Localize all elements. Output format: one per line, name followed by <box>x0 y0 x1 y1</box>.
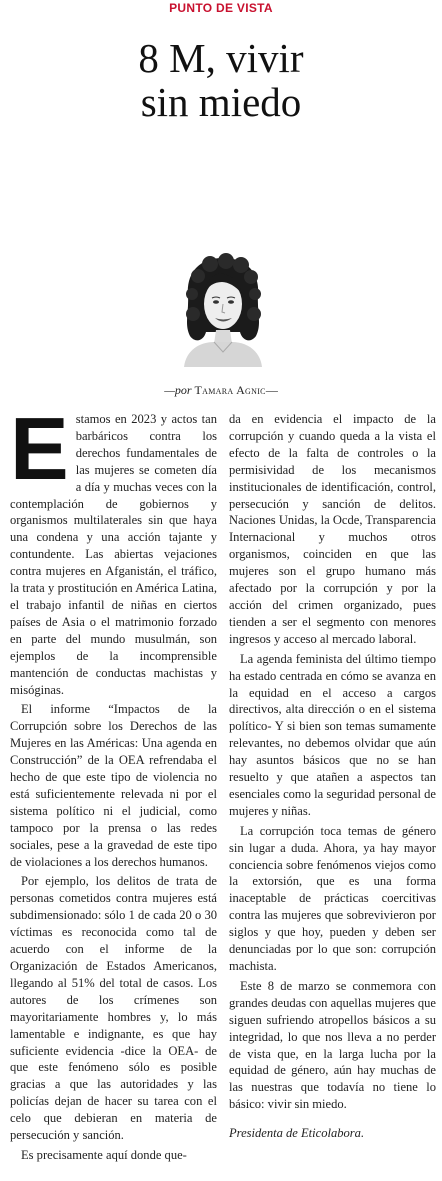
paragraph: Este 8 de marzo se conmemora con grandes deudas con aquellas mujeres que siguen sufriendo atropellos básicos a su integridad, lo que nos lleva a no perder de vista que, en la larga lucha por la equidad de género, aún hay muchas de las nuestras que todavía no tiene lo básico: vivir sin miedo. <box>229 978 436 1112</box>
author-signature: Presidenta de Eticolabora. <box>229 1126 365 1141</box>
byline-suffix: — <box>265 383 278 397</box>
paragraph: La corrupción toca temas de género sin lugar a duda. Ahora, ya hay mayor conciencia sobre fenómenos viejos como la extorsión, que es una forma inaceptable de prácticas coercitivas contra las mujeres que sobrevivieron por siglos y que hoy, pueden y deben ser denunciadas por lo que son: corrupción machista. <box>229 823 436 973</box>
byline-prefix: —por <box>164 383 192 397</box>
paragraph-text: stamos en 2023 y actos tan barbáricos contra los derechos fundamentales de las mujeres se cometen día a día y muchas veces con la contemplación de gobiernos y organismos multilaterales sin que haya una condena y una acción tajante y contundente. Las abiertas vejaciones contra mujeres en Afganistán, el tráfico, la trata y prostitución en América Latina, el trabajo infantil de niñas en ciertos países de Asia o el matrimonio forzado en parte del mundo musulmán, son ejemplos de la incomprensible mantención de conductas machistas y misóginas. <box>10 412 217 697</box>
paragraph: da en evidencia el impacto de la corrupción y cuando queda a la vista el efecto de la falta de controles o la permisividad de los mecanismos institucionales de identificación, control, persecución y sanción de delitos. Naciones Unidas, la Ocde, Transparencia Internacional y muchos otros organismos, coinciden en que las mujeres son el grupo humano más afectado por la corrupción y por la acción del crimen organizado, pues tienden a ser el segmento con menores ingresos y acceso al mercado laboral. <box>229 412 436 646</box>
paragraph: El informe “Impactos de la Corrupción sobre los Derechos de las Mujeres en las Américas: Una agenda en Construcción” de la OEA refrendaba el hecho de que este tipo de violencia no está suficientemente relevada ni por el sistema político ni el judicial, como tampoco por la prensa o las redes sociales, pese a la gravedad de este tipo de violaciones a los derechos humanos. <box>10 702 217 869</box>
headline-line-2: sin miedo <box>140 79 302 125</box>
drop-cap: E <box>10 399 69 498</box>
headline <box>0 36 442 124</box>
paragraph: Por ejemplo, los delitos de trata de personas cometidos contra mujeres está subdimensionado: sólo 1 de cada 20 o 30 víctimas es reconocida como tal de acuerdo con el informe de la Organización de Estados Americanos, llegando al 51% del total de casos. Los autores de los crímenes son mayoritariamente hombres y, lo más lamentable e indignante, es que hay suficiente evidencia -dice la OEA- de que este fenómeno sólo es posible gracias a que las autoridades y las policías dejan de hacer su tarea con el celo que debieran en materia de persecución y sanción. <box>10 874 217 1143</box>
article-column-left <box>10 399 217 1167</box>
author-portrait <box>178 252 268 367</box>
paragraph: La agenda feminista del último tiempo ha estado centrada en cómo se avanza en la equidad en el acceso a cargos directivos, alta dirección o en el sistema político- Y si bien son temas sumamente relevantes, no debemos olvidar que aún hay asuntos básicos que no se han resuelto y que atañen a aspectos tan esenciales como la seguridad personal de mujeres y niñas. <box>229 651 436 818</box>
article-column-right <box>229 411 436 1145</box>
paragraph <box>10 399 217 698</box>
paragraph: Es precisamente aquí donde que- <box>21 1147 187 1162</box>
author-name: Tamara Agnic <box>194 383 266 397</box>
byline <box>0 383 442 398</box>
headline-line-1: 8 M, vivir <box>138 35 304 81</box>
section-label: PUNTO DE VISTA <box>169 1 273 15</box>
